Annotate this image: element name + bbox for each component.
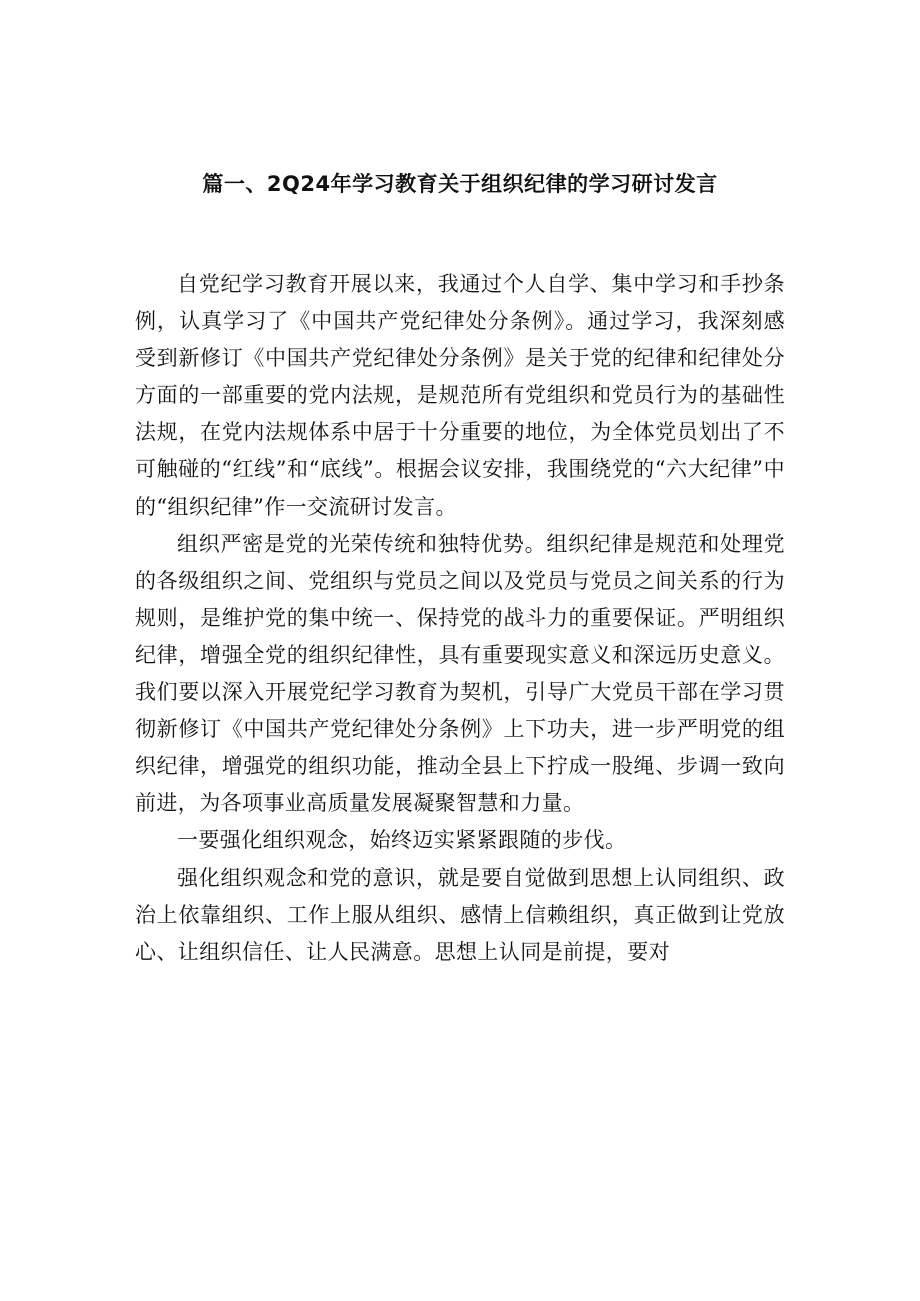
paragraph-4: 强化组织观念和党的意识，就是要自觉做到思想上认同组织、政治上依靠组织、工作上服从组织、感情上信赖组织，真正做到让党放心、让组织信任、让人民满意。思想上认同是前提，要对 [135, 865, 785, 964]
paragraph-3: 一要强化组织观念，始终迈实紧紧跟随的步伐。 [177, 828, 627, 853]
paragraph-2: 组织严密是党的光荣传统和独特优势。组织纪律是规范和处理党的各级组织之间、党组织与党员之间以及党员与党员之间关系的行为规则，是维护党的集中统一、保持党的战斗力的重要保证。严明组织纪律，增强全党的组织纪律性，具有重要现实意义和深远历史意义。我们要以深入开展党纪学习教育为契机，引导广大党员干部在学习贯彻新修订《中国共产党纪律处分条例》上下功夫，进一步严明党的组织纪律，增强党的组织功能，推动全县上下拧成一股绳、步调一致向前进，为各项事业高质量发展凝聚智慧和力量。 [135, 531, 785, 816]
document-body [135, 266, 785, 971]
paragraph-1: 自党纪学习教育开展以来，我通过个人自学、集中学习和手抄条例，认真学习了《中国共产党纪律处分条例》。通过学习，我深刻感受到新修订《中国共产党纪律处分条例》是关于党的纪律和纪律处分方面的一部重要的党内法规，是规范所有党组织和党员行为的基础性法规，在党内法规体系中居于十分重要的地位，为全体党员划出了不可触碰的“红线”和“底线”。根据会议安排，我围绕党的“六大纪律”中的“组织纪律”作一交流研讨发言。 [135, 272, 785, 519]
document-title: 篇一、2Q24年学习教育关于组织纪律的学习研讨发言 [202, 172, 718, 196]
